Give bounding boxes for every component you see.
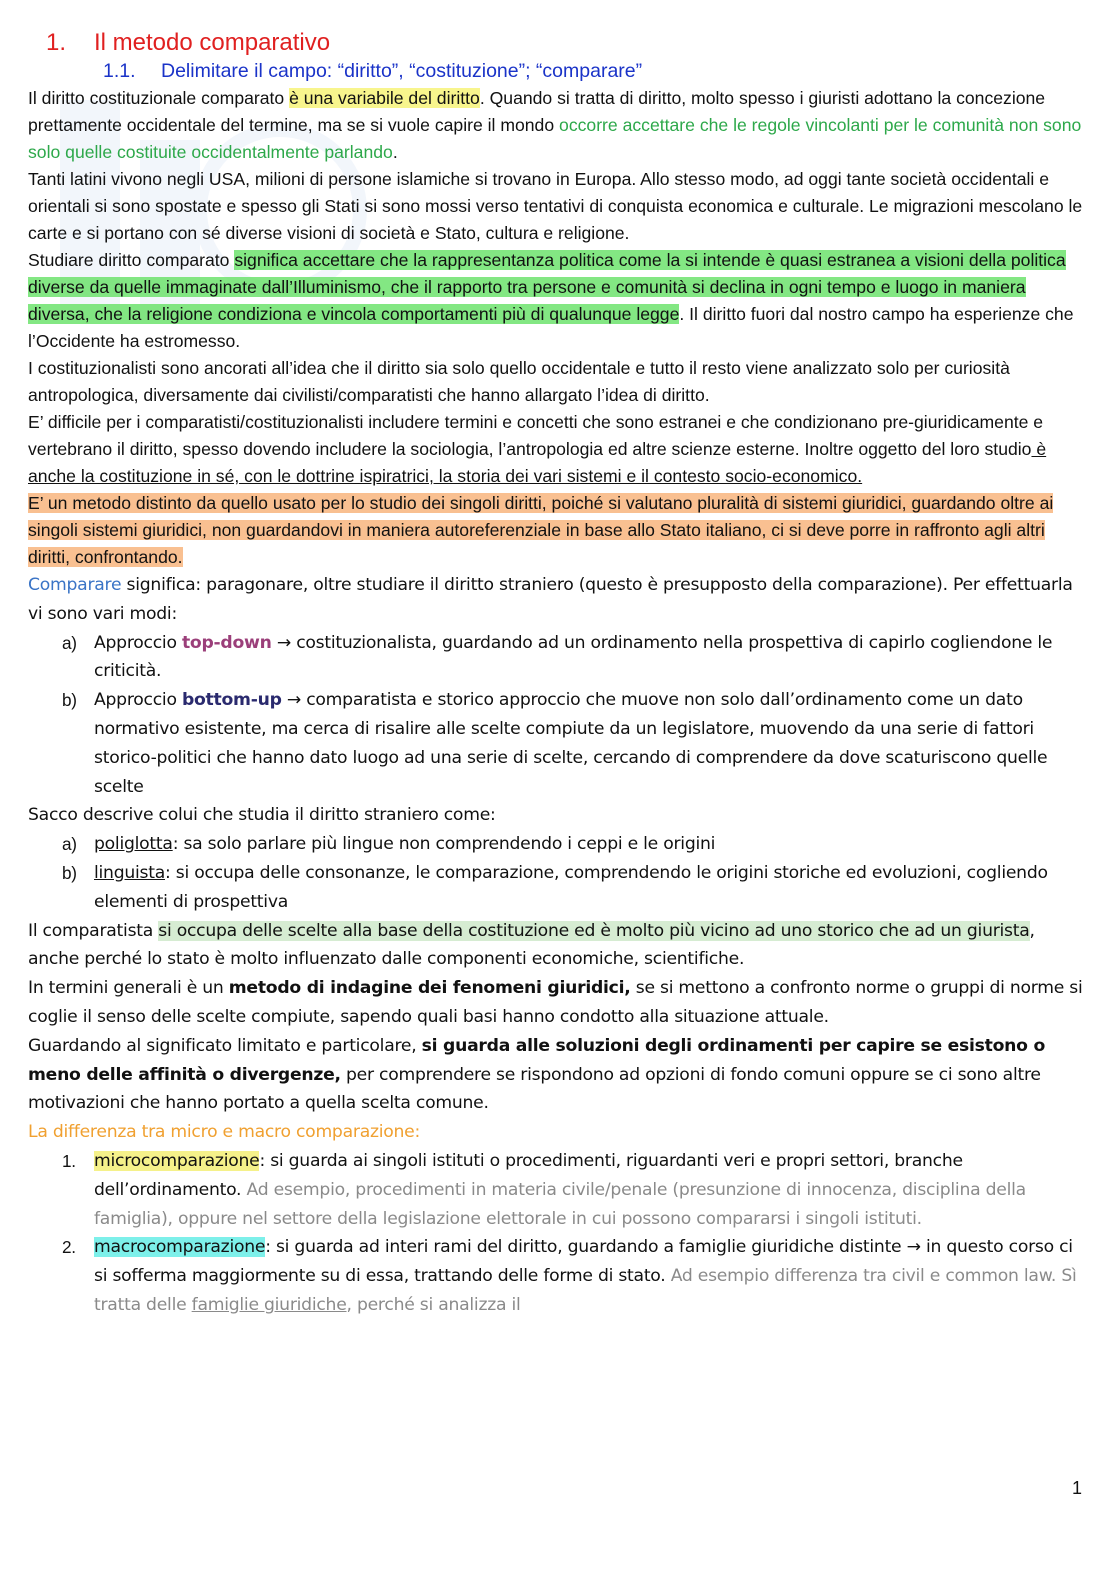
text-run: per comprendere se rispondono ad opzioni di fondo comuni oppure se ci sono altre motivazioni che hanno portato a quella scelta comune.	[28, 1064, 1041, 1114]
text-run: : si guarda ai singoli istituti o procedimenti, riguardanti veri e propri settori, branche dell’ordinamento.	[94, 1150, 963, 1200]
highlight-yellow: è una variabile del diritto	[289, 88, 480, 108]
gray-example: , perché si analizza il	[346, 1294, 521, 1315]
list-marker: b)	[62, 690, 77, 711]
bold-text: si guarda alle soluzioni degli ordinamenti per capire se esistono o meno delle affinità o divergenze,	[28, 1035, 1046, 1085]
text-run: : si occupa delle consonanze, le comparazione, comprendendo le origini storiche ed evoluzioni, cogliendo elementi di prospettiva	[94, 862, 1048, 912]
document-page	[28, 28, 1088, 1320]
paragraph-study	[28, 247, 1088, 355]
blue-term: Comparare	[28, 575, 122, 595]
text-run: Il diritto costituzionale comparato	[28, 88, 290, 108]
paragraph-comparare	[28, 571, 1088, 629]
list-item	[28, 859, 1088, 917]
section-number: 1.	[46, 29, 67, 56]
list-item	[28, 1233, 1088, 1319]
text-run: , anche perché lo stato è molto influenzato dalle componenti economiche, scientifiche.	[28, 920, 1035, 970]
subsection-number: 1.1.	[103, 60, 136, 82]
list-item	[28, 830, 1088, 859]
gray-underlined: famiglie giuridiche	[191, 1294, 347, 1315]
text-run: Approccio	[94, 632, 182, 653]
section-title: Il metodo comparativo	[94, 29, 331, 56]
list-item	[28, 686, 1088, 801]
list-item	[28, 1147, 1088, 1233]
section-heading	[46, 28, 1088, 58]
paragraph-intro	[28, 85, 1088, 166]
term-top-down: top-down	[181, 632, 272, 653]
term-microcomparazione: microcomparazione	[94, 1150, 260, 1171]
text-run: . Quando si tratta di diritto, molto spesso i giuristi adottano la concezione prettamente occidentale del termine, ma se si vuole capire il mondo	[28, 88, 1046, 135]
text-run: In termini generali è un	[28, 978, 229, 999]
text-run: Guardando al significato limitato e particolare,	[28, 1035, 422, 1056]
highlight-orange: E’ un metodo distinto da quello usato per lo studio dei singoli diritti, poiché si valutano pluralità di sistemi giuridici, guardando oltre ai singoli sistemi giuridici, non guardandovi in maniera autoreferenziale in base allo Stato italiano, ci si deve porre in raffronto agli altri diritti, confrontando.	[28, 493, 1054, 567]
text-run: Approccio	[94, 690, 182, 711]
paragraph-difficulty	[28, 409, 1088, 490]
paragraph-method	[28, 490, 1088, 571]
bold-text: metodo di indagine dei fenomeni giuridici,	[228, 978, 631, 999]
green-text: occorre accettare che le regole vincolanti per le comunità non sono solo quelle costituite occidentalmente parlando	[28, 115, 1082, 162]
paragraph-difference-heading: La differenza tra micro e macro comparazione:	[28, 1122, 421, 1143]
text-run: : si guarda ad interi rami del diritto, guardando a famiglie giuridiche distinte → in questo corso ci si sofferma maggiormente su di essa, trattando delle forme di stato.	[94, 1237, 1073, 1287]
paragraph-sacco: Sacco descrive colui che studia il diritto straniero come:	[28, 805, 496, 826]
subsection-heading	[103, 58, 1088, 85]
text-run: .	[392, 142, 398, 162]
term-poliglotta: poliglotta	[94, 834, 173, 855]
list-marker: 1.	[62, 1150, 76, 1171]
term-macrocomparazione: macrocomparazione	[94, 1237, 266, 1258]
approaches-list	[28, 629, 1088, 802]
text-run: . Il diritto fuori dal nostro campo ha esperienze che l’Occidente ha estromesso.	[28, 304, 1074, 351]
text-run: significa: paragonare, oltre studiare il diritto straniero (questo è presupposto della comparazione). Per effettuarla vi sono vari modi:	[28, 575, 1073, 624]
text-run: → costituzionalista, guardando ad un ordinamento nella prospettiva di capirlo cogliendone le criticità.	[94, 632, 1053, 682]
text-run: : sa solo parlare più lingue non comprendendo i ceppi e le origini	[172, 834, 716, 855]
sacco-list	[28, 830, 1088, 916]
text-run: Il comparatista	[28, 920, 159, 941]
subsection-title: Delimitare il campo: “diritto”, “costituzione”; “comparare”	[161, 60, 643, 82]
paragraph-comparatista	[28, 917, 1088, 975]
paragraph-limited	[28, 1032, 1088, 1118]
gray-example: Ad esempio differenza tra civil e common law. Sì tratta delle	[94, 1266, 1077, 1315]
paragraph-migrations: Tanti latini vivono negli USA, milioni di persone islamiche si trovano in Europa. Allo stesso modo, ad oggi tante società occidentali e orientali si sono spostate e spesso gli Stati si sono mossi verso tentativi di conquista economica e culturale. Le migrazioni mescolano le carte e si portano con sé diverse visioni di società e Stato, cultura e religione.	[28, 169, 1083, 243]
page-number: 1	[1071, 1478, 1082, 1498]
text-run: E’ difficile per i comparatisti/costituzionalisti includere termini e concetti che sono estranei e che condizionano pre-giuridicamente e vertebrano il diritto, spesso dovendo includere la sociologia, l’antropologia ed altre scienze esterne. Inoltre oggetto del loro studio	[28, 412, 1044, 459]
list-marker: b)	[62, 862, 77, 883]
gray-example: Ad esempio, procedimenti in materia civile/penale (presunzione di innocenza, disciplina della famiglia), oppure nel settore della legislazione elettorale in cui possono compararsi i singoli istituti.	[94, 1179, 1026, 1229]
term-linguista: linguista	[94, 862, 165, 883]
list-marker: a)	[62, 632, 77, 653]
term-bottom-up: bottom-up	[181, 690, 282, 711]
list-marker: a)	[62, 834, 77, 855]
highlight-light-green: si occupa delle scelte alla base della costituzione ed è molto più vicino ad uno storico che ad un giurista	[158, 920, 1030, 941]
text-run: → comparatista e storico approccio che muove non solo dall’ordinamento come un dato normativo esistente, ma cerca di risalire alle scelte compiute da un legislatore, muovendo da una serie di fattori storico-politici che hanno dato luogo ad una serie di scelte, cercando di comprendere da dove scaturiscono quelle scelte	[94, 690, 1048, 797]
text-run: Studiare diritto comparato	[28, 250, 235, 270]
paragraph-general	[28, 974, 1088, 1032]
highlight-green: significa accettare che la rappresentanza politica come la si intende è quasi estranea a visioni della politica diverse da quelle immaginate dall’Illuminismo, che il rapporto tra persone e comunità si declina in ogni tempo e luogo in maniera diversa, che la religione condiziona e vincola comportamenti più di qualunque legge	[28, 250, 1066, 324]
text-run: se si mettono a confronto norme o gruppi di norme si coglie il senso delle scelte compiute, sapendo quali basi hanno condotto alla situazione attuale.	[28, 978, 1083, 1027]
paragraph-constitutionalists: I costituzionalisti sono ancorati all’idea che il diritto sia solo quello occidentale e tutto il resto viene analizzato solo per curiosità antropologica, diversamente dai civilisti/comparatisti che hanno allargato l’idea di diritto.	[28, 358, 1010, 405]
underlined-text: è anche la costituzione in sé, con le dottrine ispiratrici, la storia dei vari sistemi e il contesto socio-economico.	[28, 439, 1047, 486]
list-marker: 2.	[62, 1237, 76, 1258]
comparazione-list	[28, 1147, 1088, 1320]
list-item	[28, 629, 1088, 687]
